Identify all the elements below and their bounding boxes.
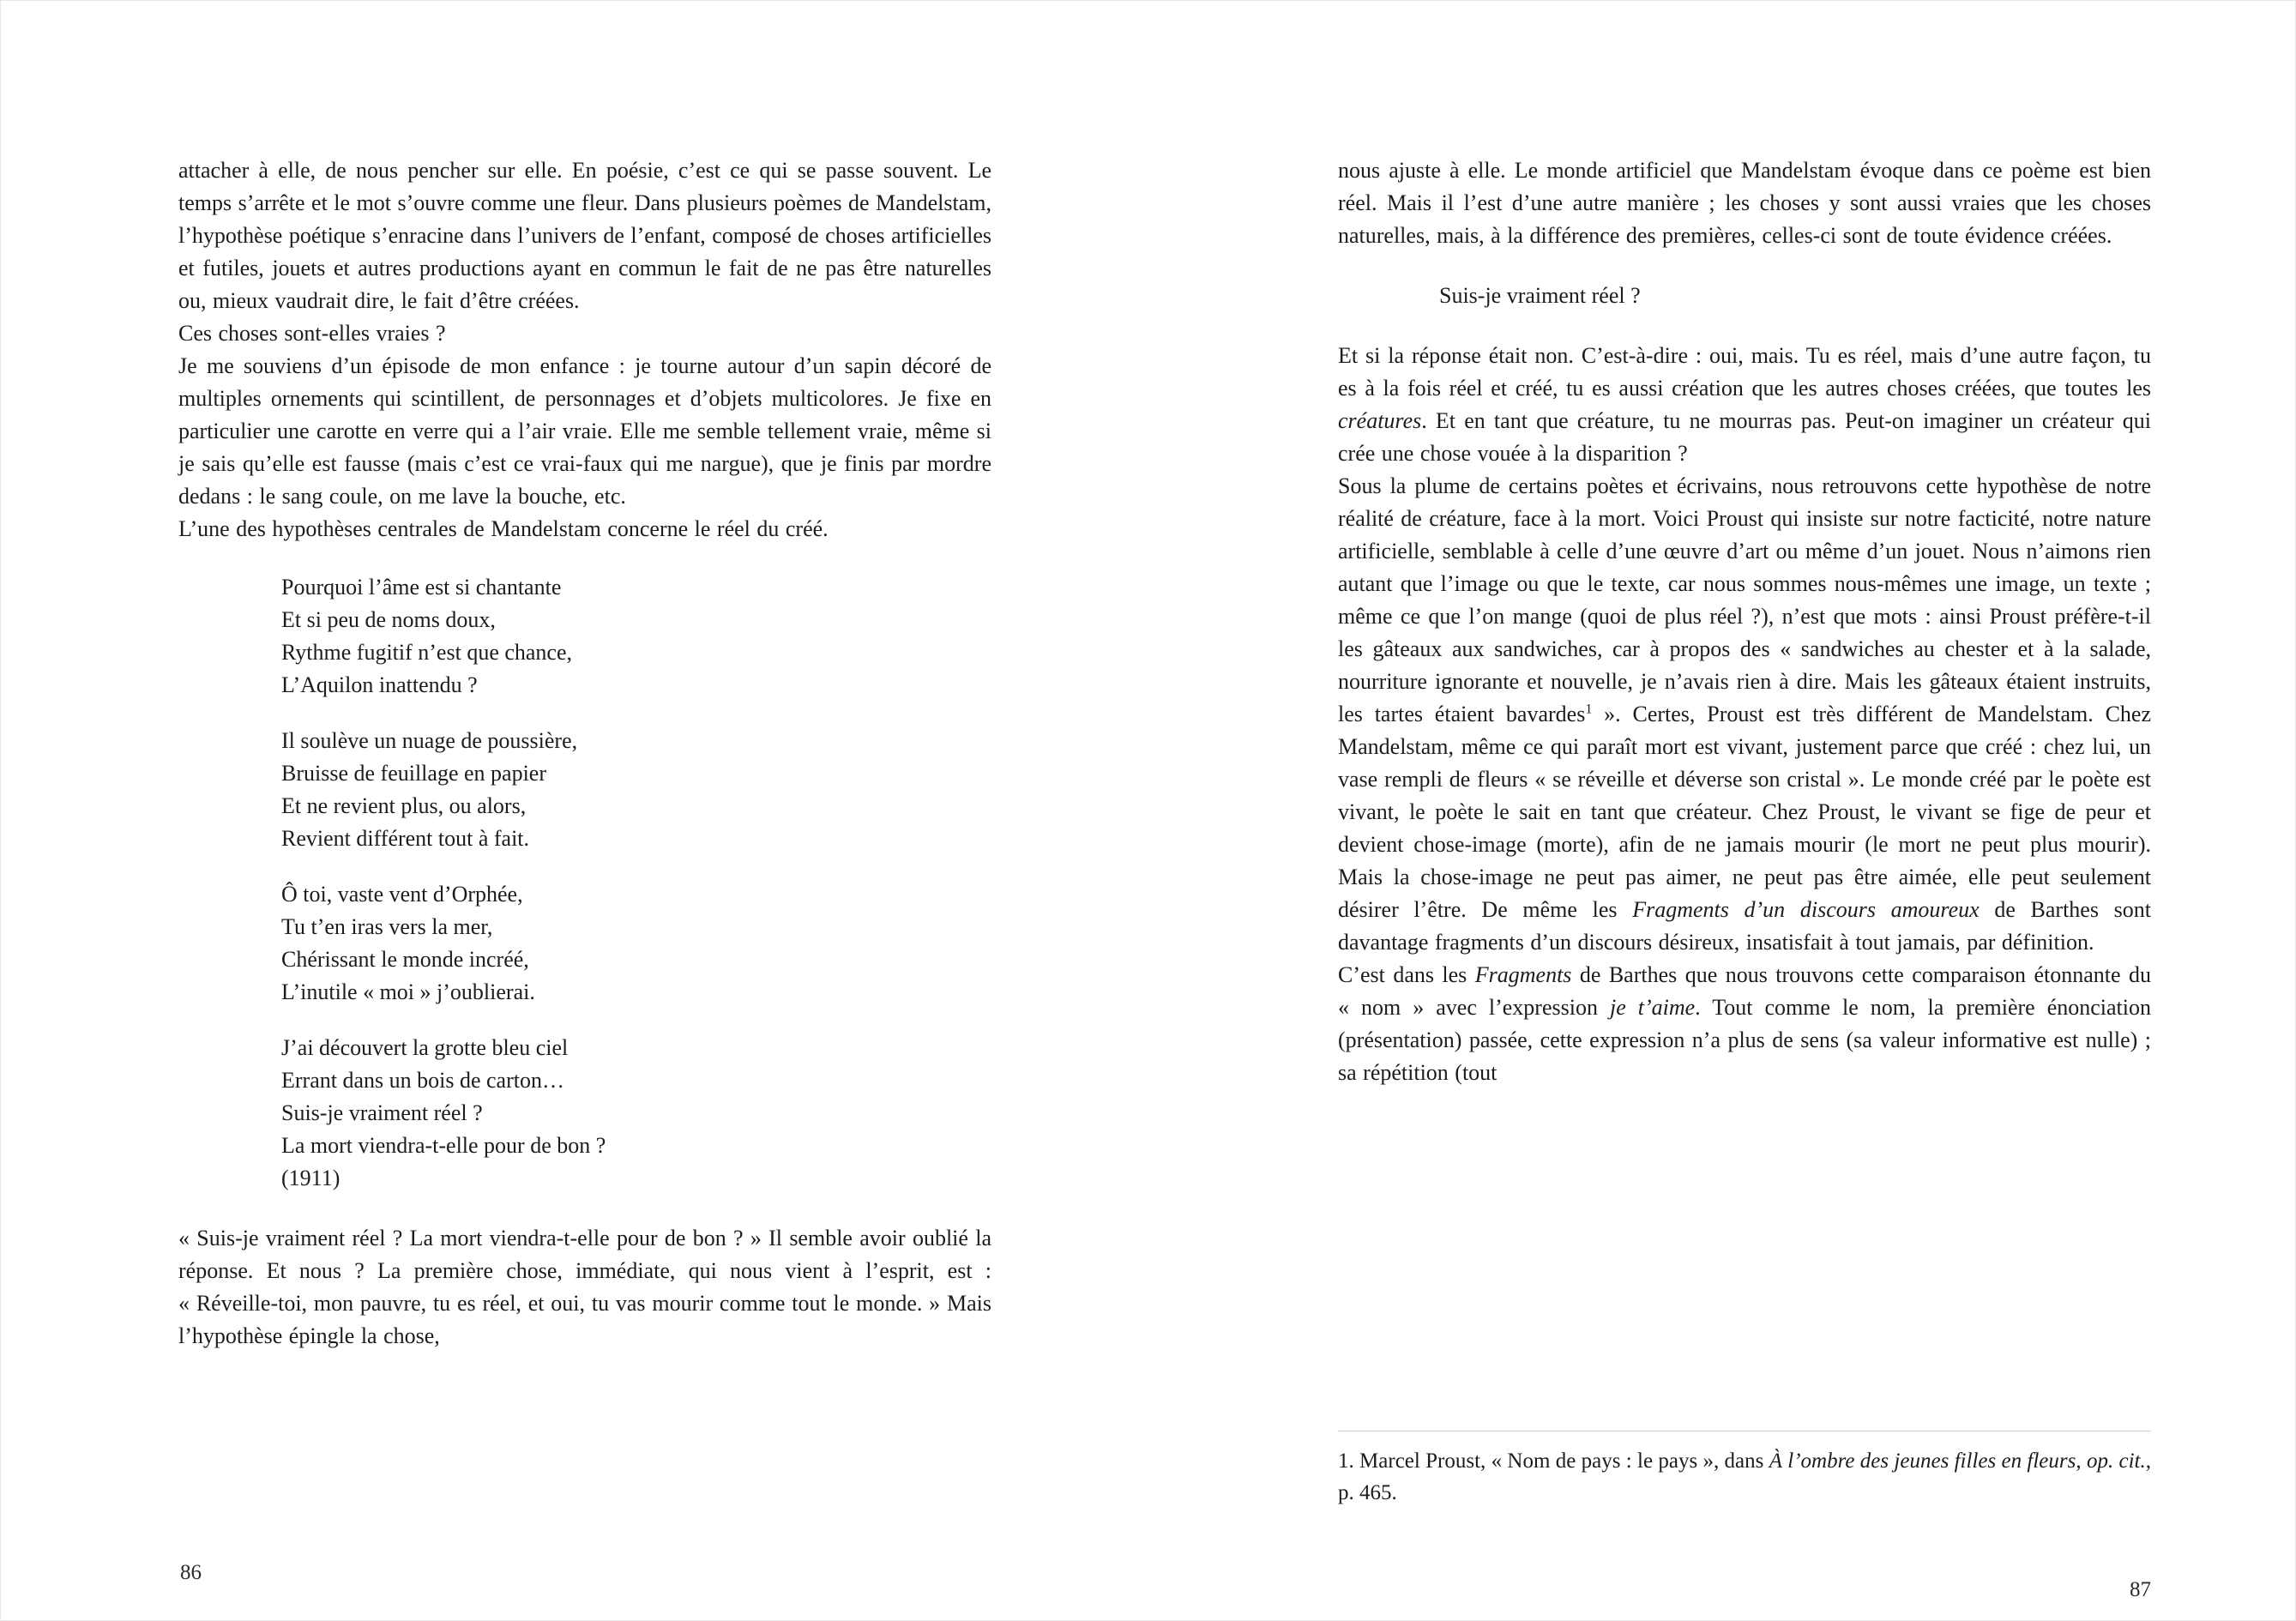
paragraph-barthes: C’est dans les Fragments de Barthes que nous trouvons cette comparaison étonnante du « nom » avec l’expression je t’aime. Tout comme le nom, la première énonciation (présentation) passée, cette expression n’a plus de sens (sa valeur informative est nulle) ; sa répétition (tout (1338, 962, 2151, 1085)
page-number-left: 86 (180, 1561, 202, 1584)
poem-stanza-4 (281, 1032, 991, 1195)
poem-line: Suis-je vraiment réel ? (281, 1100, 483, 1125)
poem-line: Ô toi, vaste vent d’Orphée, (281, 882, 523, 907)
paragraph-opening: attacher à elle, de nous pencher sur elle. En poésie, c’est ce qui se passe souvent. Le temps s’arrête et le mot s’ouvre comme une fleur. Dans plusieurs poèmes de Mandelstam, l’hypothèse poétique s’enracine dans l’univers de l’enfant, composé de choses artificielles et futiles, jouets et autres productions ayant en commun le fait de ne pas être naturelles ou, mieux vaudrait dire, le fait d’être créées. (178, 158, 992, 313)
poem (281, 571, 991, 1195)
poem-stanza-3 (281, 878, 991, 1009)
footnote (1338, 1431, 2151, 1509)
poem-date-line: (1911) (281, 1166, 340, 1190)
paragraph-proust: Sous la plume de certains poètes et écrivains, nous retrouvons cette hypothèse de notre réalité de créature, face à la mort. Voici Proust qui insiste sur notre facticité, notre nature artificielle, semblable à celle d’une œuvre d’art ou même d’un jouet. Nous n’aimons rien autant que l’image ou que le texte, car nous sommes nous-mêmes une image, un texte ; même ce que l’on mange (quoi de plus réel ?), n’est que mots : ainsi Proust préfère-t-il les gâteaux aux sandwiches, car à propos des « sandwiches au chester et à la salade, nourriture ignorante et nouvelle, je n’avais rien à dire. Mais les gâteaux étaient instruits, les tartes étaient bavardes$^1$ ». Certes, Proust est très différent de Mandelstam. Chez Mandelstam, même ce qui paraît mort est vivant, justement parce que créé : chez lui, un vase rempli de fleurs « se réveille et déverse son cristal ». Le monde créé par le poète est vivant, le poète le sait en tant que créateur. Chez Proust, le vivant se fige de peur et devient chose-image (morte), afin de ne jamais mourir (le mort ne peut plus mourir). Mais la chose-image ne peut pas aimer, ne peut pas être aimée, elle peut seulement désirer l’être. De même les Fragments d’un discours amoureux de Barthes sont davantage fragments d’un discours désireux, insatisfait à tout jamais, par définition. (1338, 473, 2152, 955)
poem-line: J’ai découvert la grotte bleu ciel (281, 1035, 569, 1060)
poem-line: L’inutile « moi » j’oublierai. (281, 979, 535, 1004)
poem-line: La mort viendra-t-elle pour de bon ? (281, 1133, 606, 1158)
poem-line: Il soulève un nuage de poussière, (281, 728, 578, 753)
poem-line: Bruisse de feuillage en papier (281, 761, 546, 786)
footnote-text: 1. Marcel Proust, « Nom de pays : le pays », dans À l’ombre des jeunes filles en fleurs, op. cit., p. 465. (1338, 1449, 2151, 1504)
poem-line: Errant dans un bois de carton… (281, 1068, 564, 1093)
line-question: Ces choses sont-elles vraies ? (178, 321, 446, 346)
poem-line: L’Aquilon inattendu ? (281, 672, 478, 697)
paragraph-continuation: nous ajuste à elle. Le monde artificiel que Mandelstam évoque dans ce poème est bien réel. Mais il l’est d’une autre manière ; les choses y sont aussi vraies que les choses naturelles, mais, à la différence des premières, celles-ci sont de toute évidence créées. (1338, 158, 2151, 248)
poem-line: Revient différent tout à fait. (281, 826, 530, 851)
poem-line: Chérissant le monde incréé, (281, 947, 529, 972)
poem-line: Tu t’en iras vers la mer, (281, 914, 493, 939)
poem-line: Pourquoi l’âme est si chantante (281, 575, 562, 600)
poem-line: Et si peu de noms doux, (281, 607, 496, 632)
poem-stanza-2 (281, 725, 991, 855)
line-hypothesis: L’une des hypothèses centrales de Mandelstam concerne le réel du créé. (178, 516, 829, 541)
poem-stanza-1 (281, 571, 991, 702)
poem-line: Et ne revient plus, ou alors, (281, 793, 527, 818)
poem-line: Rythme fugitif n’est que chance, (281, 640, 573, 665)
page-number-right: 87 (2130, 1578, 2151, 1601)
page-right-text (1338, 154, 2151, 1089)
paragraph-response: Et si la réponse était non. C’est-à-dire : oui, mais. Tu es réel, mais d’une autre façon, tu es à la fois réel et créé, tu es aussi création que les autres choses créées, que toutes les créatures. Et en tant que créature, tu ne mourras pas. Peut-on imaginer un créateur qui crée une chose vouée à la disparition ? (1338, 343, 2151, 466)
page-left-text (178, 154, 991, 1353)
quote-line: Suis-je vraiment réel ? (1439, 283, 1641, 308)
paragraph-closing: « Suis-je vraiment réel ? La mort viendra-t-elle pour de bon ? » Il semble avoir oublié la réponse. Et nous ? La première chose, immédiate, qui nous vient à l’esprit, est : « Réveille-toi, mon pauvre, tu es réel, et oui, tu vas mourir comme tout le monde. » Mais l’hypothèse épingle la chose, (178, 1226, 991, 1348)
paragraph-memory: Je me souviens d’un épisode de mon enfance : je tourne autour d’un sapin décoré de multiples ornements qui scintillent, de personnages et d’objets multicolores. Je fixe en particulier une carotte en verre qui a l’air vraie. Elle me semble tellement vraie, même si je sais qu’elle est fausse (mais c’est ce vrai-faux qui me nargue), que je finis par mordre dedans : le sang coule, on me lave la bouche, etc. (178, 353, 991, 509)
